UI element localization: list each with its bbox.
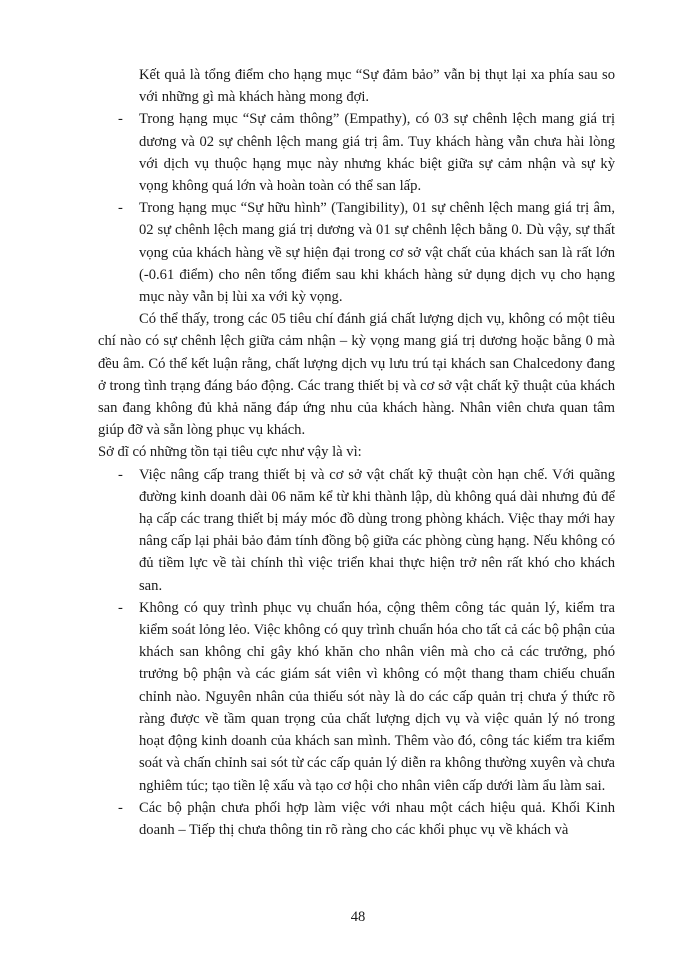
bullet-text: Việc nâng cấp trang thiết bị và cơ sở vật chất kỹ thuật còn hạn chế. Với quãng đường kinh doanh dài 06 năm kể từ khi thành lập, dù không quá dài nhưng đủ để hạ cấp các trang thiết bị máy móc đồ dùng trong phòng khách. Việc thay mới hay nâng cấp lại phải bảo đảm tính đồng bộ giữa các phòng cùng hạng. Nếu không có đủ tiềm lực về tài chính thì việc triển khai thực hiện trở nên rất khó cho khách san. xyxy=(139,466,615,594)
bullet-text: Trong hạng mục “Sự cảm thông” (Empathy), có 03 sự chênh lệch mang giá trị dương và 02 sự chênh lệch mang giá trị âm. Tuy khách hàng vẫn chưa hài lòng với dịch vụ thuộc hạng mục này nhưng khác biệt giữa sự cảm nhận và sự kỳ vọng không quá lớn và hoàn toàn có thể san lấp. xyxy=(139,111,615,195)
bullet-service-process xyxy=(98,597,615,797)
bullet-facility-upgrade xyxy=(98,464,615,597)
bullet-marker: - xyxy=(118,200,123,217)
bullet-text: Trong hạng mục “Sự hữu hình” (Tangibility), 01 sự chênh lệch mang giá trị âm, 02 sự chênh lệch mang giá trị dương và 01 sự chênh lệch bằng 0. Dù vậy, sự thất vọng của khách hàng về sự hiện đại trong cơ sở vật chất của khách san là rất lớn (-0.61 điểm) cho nên tổng điểm sau khi khách hàng sử dụng dịch vụ cho hạng mục này vẫn bị lùi xa với kỳ vọng. xyxy=(139,200,615,306)
bullet-marker: - xyxy=(118,799,123,816)
conclusion-paragraph: Có thể thấy, trong các 05 tiêu chí đánh giá chất lượng dịch vụ, không có một tiêu chí nào có sự chênh lệch giữa cảm nhận – kỳ vọng mang giá trị dương hoặc bằng 0 mà đều âm. Có thể kết luận rằng, chất lượng dịch vụ lưu trú tại khách san Chalcedony đang ở trong tình trạng đáng báo động. Các trang thiết bị và cơ sở vật chất kỹ thuật của khách san đang không đủ khả năng đáp ứng nhu của khách hàng. Nhân viên chưa quan tâm giúp đỡ và sẵn lòng phục vụ khách. xyxy=(98,311,615,439)
body-text xyxy=(98,64,615,841)
continuation-paragraph: Kết quả là tổng điểm cho hạng mục “Sự đảm bảo” vẫn bị thụt lại xa phía sau so với những gì mà khách hàng mong đợi. xyxy=(139,67,615,106)
bullet-empathy xyxy=(98,108,615,197)
bullet-marker: - xyxy=(118,111,123,128)
page-number: 48 xyxy=(350,909,366,925)
bullet-department-coordination xyxy=(98,797,615,841)
bullet-tangibility xyxy=(98,197,615,308)
bullet-text: Các bộ phận chưa phối hợp làm việc với nhau một cách hiệu quả. Khối Kinh doanh – Tiếp thị chưa thông tin rõ ràng cho các khối phục vụ về khách và xyxy=(139,799,615,838)
bullet-text: Không có quy trình phục vụ chuẩn hóa, cộng thêm công tác quản lý, kiểm tra kiểm soát lỏng lẻo. Việc không có quy trình chuẩn hóa cho tất cả các bộ phận của khách san không chỉ gây khó khăn cho nhân viên mà cho cả các trưởng, phó trưởng bộ phận và các giám sát viên vì không có một thang tham chiếu chuẩn chỉnh nào. Nguyên nhân của thiếu sót này là do các cấp quản trị chưa ý thức rõ ràng được về tầm quan trọng của chất lượng dịch vụ và việc quản lý nó trong hoạt động kinh doanh của khách san mình. Thêm vào đó, công tác kiểm tra kiểm soát và chấn chỉnh sai sót từ các cấp quản lý diễn ra không thường xuyên và chưa nghiêm túc; tạo tiền lệ xấu và tạo cơ hội cho nhân viên cấp dưới làm ẩu làm sai. xyxy=(139,599,616,794)
bullet-marker: - xyxy=(118,599,123,616)
bullet-marker: - xyxy=(118,466,123,483)
reasons-intro: Sở dĩ có những tồn tại tiêu cực như vậy là vì: xyxy=(98,444,362,461)
